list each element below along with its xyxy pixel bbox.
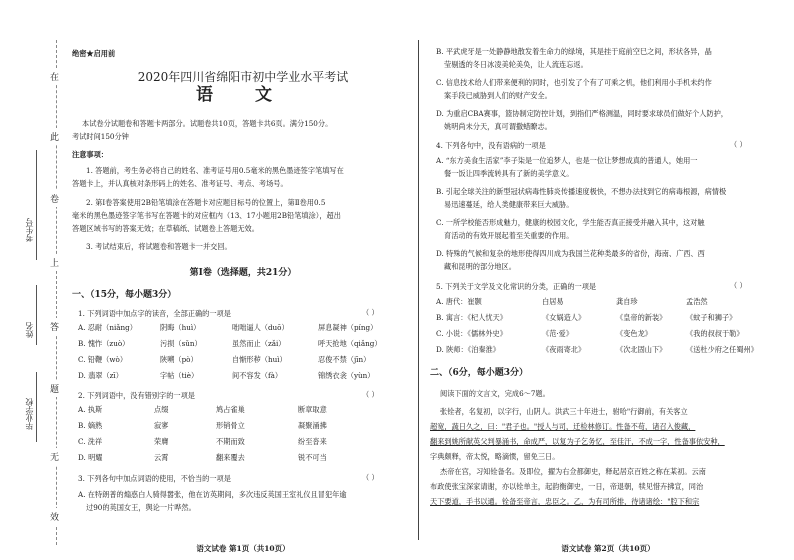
option-c: 忍俊不禁（jīn）: [318, 355, 371, 364]
option-b: 虽然而止（zǎi）: [232, 339, 286, 348]
option-b: 形销骨立: [216, 421, 245, 430]
option-d: D. 为重启CBA赛事，篮协制定防控计划，到指们严格测温，同时要求球员们做好个人防护，: [436, 109, 728, 118]
notice-line: 毫米的黑色墨迹签字笔书写在答题卡的对应框内（13、17小题用2B铅笔填涂），超出: [72, 211, 341, 220]
option-a: 咄咄逼人（duō）: [232, 323, 289, 332]
option-b-cont: 莹剔透的冬日冰凌美轮美奂，让人流连忘返。: [444, 60, 588, 69]
option-d: D. 特殊的气候和复杂的地形使得四川成为我国兰花种类最多的省份，海南、广西、西: [436, 249, 705, 258]
option-c: 不期而致: [216, 437, 245, 446]
passage-line: 天下要道，手书以通。铨备至帝言，忠臣之。乙，为有司所排，待诸诸绘："腔下和宗: [430, 497, 700, 506]
option-d-cont: 姚明尚未分天，真可谓撒蜡瞭志。: [444, 122, 552, 131]
binding-dashed-line: [56, 40, 57, 545]
passage-line: 翻来到姚所献英父判暴涌书，命成严，以复为子乞务忆，至佳汗，不成一字，性备事依安种，: [430, 437, 725, 446]
option-a: 点缀: [154, 405, 169, 414]
option-d: 《送杜少府之任蜀州》: [686, 345, 758, 354]
option-b: 寂寥: [154, 421, 169, 430]
exam-page-1: [72, 0, 414, 560]
option-a: 屏息凝神（píng）: [318, 323, 378, 332]
option-c: 纷至沓来: [298, 437, 327, 446]
option-a: A. 执斯: [78, 405, 103, 414]
option-b: 《女娲造人》: [542, 313, 586, 322]
margin-char: 上: [50, 254, 59, 271]
option-c: C. 一所学校能否形成魅力，健康的校园文化，学生能否真正接受并融入其中，这对触: [436, 218, 705, 227]
notice-line: 答题区域书写的答案无效；在草稿纸、试题卷上答题无效。: [72, 224, 259, 233]
option-c: 《范·爱》: [542, 329, 574, 338]
notice-line: 2. 第Ⅰ卷答案使用2B铅笔填涂在答题卡对应题目标号的位置上，第Ⅱ卷用0.5: [86, 198, 326, 207]
part1-heading: 第Ⅰ卷（选择题，共21分）: [189, 268, 297, 278]
question-3: 3. 下列各句中加点词语的使用，不恰当的一项是: [78, 474, 231, 483]
option-d-cont: 藏和昆明的部分地区。: [444, 262, 516, 271]
passage-line: 张铨者，名复初，以字行，山阴人。洪武三十年进士，驸哈"行御前，有关客立: [440, 407, 688, 416]
option-a-cont: 餐一饭让四季流转具有了新的美学意义。: [444, 169, 574, 178]
option-b: 《皇帝的新装》: [616, 313, 667, 322]
exam-number-field[interactable]: [36, 150, 37, 260]
option-b-cont: 易迅速蔓延，给人类健康带来巨大威胁。: [444, 200, 574, 209]
answer-bracket[interactable]: （ ）: [730, 281, 747, 290]
option-d: 《夜雨寄北》: [542, 345, 586, 354]
page-separator: [418, 40, 419, 540]
margin-char: 效: [50, 508, 59, 525]
answer-bracket[interactable]: （ ）: [362, 308, 379, 317]
exam-number-label: 考生号: [25, 218, 34, 242]
option-c: 《变色龙》: [616, 329, 652, 338]
option-d: 间不容发（fà）: [232, 371, 283, 380]
option-b: 凝聚涌拂: [298, 421, 327, 430]
option-d: D. 翡翠（zī）: [78, 371, 123, 380]
margin-char: 答: [50, 318, 59, 335]
option-a: A. 忍耐（niǎng）: [78, 323, 137, 332]
notice-line: 1. 答题前，考生务必将自己的姓名、准考证号用0.5毫米的黑色墨迹签字笔填写在: [86, 166, 344, 175]
option-d: 锦绣衣衾（yùn）: [318, 371, 375, 380]
option-d: 云霄: [154, 453, 169, 462]
question-2: 2. 下列词语中，没有错别字的一项是: [78, 391, 195, 400]
passage-line: 杰帝在宫，习知铨备名。及即位，擢为右佥都御史，释起居京百姓之称在某初。云南: [440, 467, 706, 476]
name-label: 姓名: [25, 322, 34, 338]
option-c: C. 铅鞭（wò）: [78, 355, 128, 364]
option-c: 陕嗍（pò）: [160, 355, 198, 364]
option-a: 鸠占雀巢: [216, 405, 245, 414]
reading-intro: 阅读下面的文言文，完成6～7题。: [440, 389, 550, 398]
option-d: 锐不可当: [298, 453, 327, 462]
notice-title: 注意事项：: [72, 150, 108, 159]
school-field[interactable]: [36, 372, 37, 442]
option-c: 《我的叔叔于勒》: [686, 329, 744, 338]
school-label: 毕业学校: [25, 398, 34, 430]
exam-page-2: [430, 0, 786, 560]
secret-mark: 绝密★启用前: [72, 49, 116, 58]
subject-title: 语 文: [196, 85, 290, 105]
margin-char: 题: [50, 380, 59, 397]
option-a: A. 唐代：崔颢: [436, 297, 482, 306]
margin-char: 此: [50, 128, 59, 145]
option-c: C. 信息技术给人们带来便利的同时，也引发了个有了可乘之机，他们利用小手机未约作: [436, 78, 712, 87]
option-b: 污损（sǔn）: [160, 339, 202, 348]
option-d: 字帖（tiè）: [160, 371, 199, 380]
option-c: C. 洗祥: [78, 437, 103, 446]
page-footer-1: 语文试卷 第1页（共10页）: [196, 544, 290, 553]
option-d: 《次北固山下》: [616, 345, 667, 354]
section1-heading: 一、（15分，每小题3分）: [72, 290, 177, 300]
question-5: 5. 下列关于文学及文化常识的分类，正确的一项是: [436, 282, 597, 291]
section2-heading: 二、（6分，每小题3分）: [430, 368, 529, 378]
intro-line: 本试卷分试题卷和答题卡两部分。试题卷共10页，答题卡共6页。满分150分。: [82, 119, 333, 128]
option-a: 断章取意: [298, 405, 327, 414]
intro-line: 考试时间150分钟: [72, 132, 129, 141]
option-b: 呼天抢地（qiǎng）: [318, 339, 382, 348]
passage-line: 超宽，蔬日久之，曰："君子也。"授人与司，迁检林修订。性备不苟，诸召入俊藏，: [430, 422, 696, 431]
option-b: 《蚊子和狮子》: [686, 313, 737, 322]
option-a-cont: 过90的英国女王，舆论一片哗然。: [86, 503, 196, 512]
question-4: 4. 下列各句中，没有语病的一项是: [436, 141, 546, 150]
option-c: 荣膺: [154, 437, 169, 446]
option-d: D. 陕师：《泊秦淮》: [436, 345, 500, 354]
name-field[interactable]: [36, 285, 37, 345]
page-footer-2: 语文试卷 第2页（共10页）: [561, 544, 655, 553]
option-c: 自惭形秽（huì）: [232, 355, 287, 364]
exam-title: 2020年四川省绵阳市初中学业水平考试: [137, 70, 349, 84]
question-1: 1. 下列词语中加点字的读音，全部正确的一项是: [78, 309, 231, 318]
passage-line: 布政使张宝深家请谢，亦以铨单主，起韵衡御史，一日，帝退朝，犊见惜卉拂宣，同治: [430, 482, 704, 491]
answer-bracket[interactable]: （ ）: [362, 390, 379, 399]
margin-char: 卷: [50, 190, 59, 207]
margin-char: 在: [50, 68, 59, 85]
option-a: 孟浩然: [686, 297, 708, 306]
answer-bracket[interactable]: （ ）: [730, 140, 747, 149]
margin-char: 无: [50, 448, 59, 465]
option-c-cont: 案手段已威胁到人们的财产安全。: [444, 91, 552, 100]
binding-margin: [0, 0, 72, 560]
option-a: A. “东方美食生活家”李子柒是一位追梦人，也是一位让梦想成真的普通人，她用一: [436, 156, 698, 165]
option-a: 龚自珍: [616, 297, 638, 306]
option-c-cont: 育活动的有效开展起着至关重要的作用。: [444, 231, 574, 240]
option-d: D. 明耀: [78, 453, 103, 462]
option-a: 白居易: [542, 297, 564, 306]
option-b: B. 平武虎牙是一处静静地散发着生命力的绿境，其是挂于庭前空巳之间，形状各异，晶: [436, 47, 712, 56]
option-a: A. 在特朗普的煽惑白人骑得嚣张，他在访英期间，多次违反英国王室礼仪且冒犯年逾: [78, 490, 347, 499]
notice-line: 3. 考试结束后，将试题卷和答题卡一并交回。: [86, 242, 232, 251]
passage-line: 字典颇释，帝太悦，略滴惯，留免三日。: [430, 452, 560, 461]
option-a: 阴晦（huì）: [160, 323, 201, 332]
option-b: B. 嫡熟: [78, 421, 103, 430]
option-c: C. 小说：《儒林外史》: [436, 329, 507, 338]
answer-bracket[interactable]: （ ）: [362, 473, 379, 482]
notice-line: 答题卡上，并认真核对条形码上的姓名、准考证号、考点、考场号。: [72, 179, 288, 188]
option-b: B. 寓言：《杞人忧天》: [436, 313, 507, 322]
option-b: B. 愧怍（zuò）: [78, 339, 130, 348]
option-b: B. 引起全球关注的新型冠状病毒性肺炎传播速度极快，不想办法找到它的病毒根源，病情极: [436, 187, 727, 196]
option-d: 翻来覆去: [216, 453, 245, 462]
